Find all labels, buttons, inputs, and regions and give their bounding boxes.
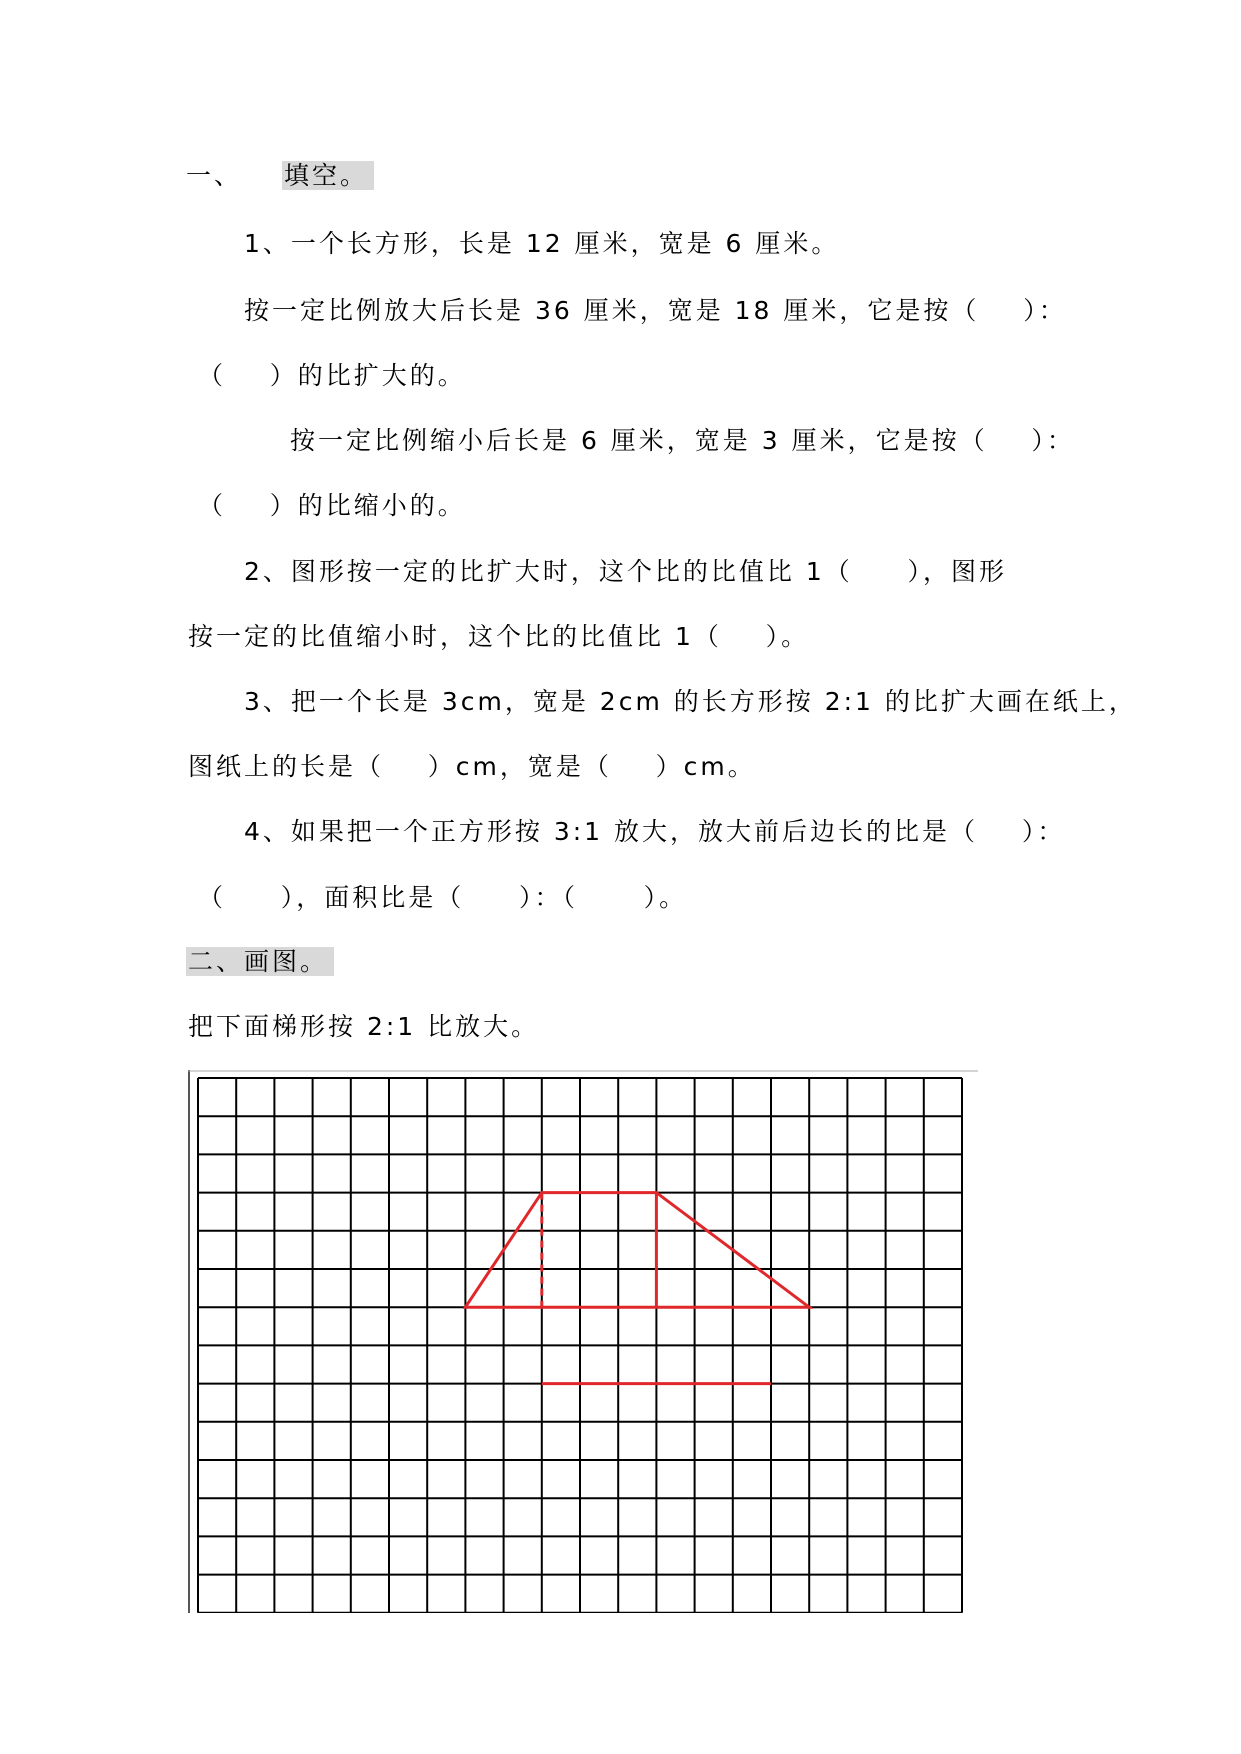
section-number: 一、 [186, 161, 243, 190]
question-1b-line2: （ ）的比缩小的。 [198, 491, 466, 520]
question-2-line2: 按一定的比值缩小时，这个比的比值比 1（ ）。 [188, 622, 810, 651]
question-1a-line2: （ ）的比扩大的。 [198, 361, 466, 390]
question-3-line2: 图纸上的长是（ ）cm，宽是（ ）cm。 [188, 752, 756, 781]
drawing-grid[interactable] [188, 1070, 978, 1613]
grid-canvas[interactable] [188, 1070, 978, 1613]
trapezoid-shape [465, 1193, 809, 1308]
question-3-line1: 3、把一个长是 3cm，宽是 2cm 的长方形按 2:1 的比扩大画在纸上， [244, 687, 1137, 716]
question-4-line2: （ ），面积比是（ ）：（ ）。 [198, 883, 688, 912]
question-1a-line1: 按一定比例放大后长是 36 厘米，宽是 18 厘米，它是按（ ）： [244, 296, 1067, 325]
question-1-intro: 1、一个长方形，长是 12 厘米，宽是 6 厘米。 [244, 229, 840, 258]
section-heading-drawing [186, 944, 334, 980]
question-4-line1: 4、如果把一个正方形按 3:1 放大，放大前后边长的比是（ ）： [244, 817, 1066, 846]
drawing-instruction: 把下面梯形按 2:1 比放大。 [188, 1012, 540, 1041]
question-1b-line1: 按一定比例缩小后长是 6 厘米，宽是 3 厘米，它是按（ ）： [290, 426, 1075, 455]
section-title: 二、画图。 [186, 947, 334, 976]
section-title: 填空。 [282, 161, 374, 190]
section-heading-fill-blanks [186, 158, 374, 194]
question-2-line1: 2、图形按一定的比扩大时，这个比的比值比 1（ ），图形 [244, 557, 1007, 586]
